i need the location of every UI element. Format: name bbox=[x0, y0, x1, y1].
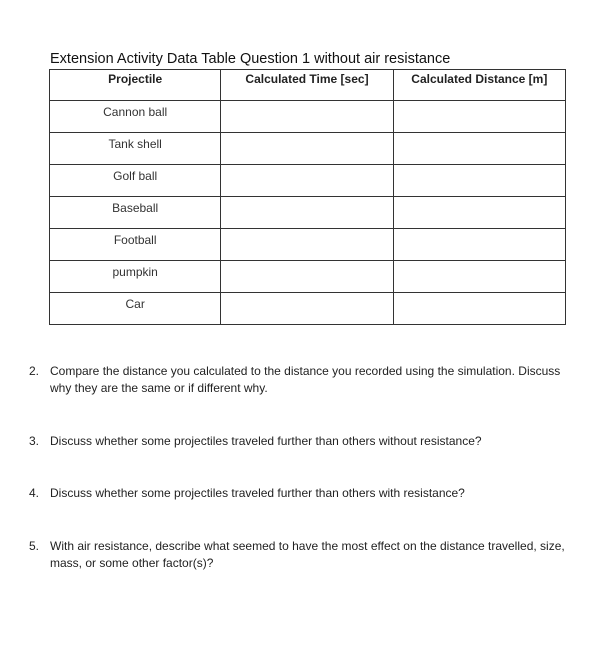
projectile-name-cell: Cannon ball bbox=[50, 101, 221, 133]
distance-cell[interactable] bbox=[393, 197, 565, 229]
table-row bbox=[50, 133, 566, 165]
question-number: 4. bbox=[29, 486, 40, 500]
time-cell[interactable] bbox=[221, 165, 393, 197]
table-row bbox=[50, 229, 566, 261]
question-text: Compare the distance you calculated to the distance you recorded using the simulation. Discuss why they are the same or if different why. bbox=[50, 364, 561, 395]
data-table bbox=[49, 69, 566, 325]
table-row bbox=[50, 101, 566, 133]
distance-cell[interactable] bbox=[393, 261, 565, 293]
table-header-row bbox=[50, 70, 566, 101]
projectile-name-cell: Tank shell bbox=[50, 133, 221, 165]
time-cell[interactable] bbox=[221, 133, 393, 165]
distance-cell[interactable] bbox=[393, 293, 565, 325]
distance-cell[interactable] bbox=[393, 165, 565, 197]
question-text: Discuss whether some projectiles traveled further than others with resistance? bbox=[50, 486, 465, 500]
header-calculated-distance: Calculated Distance [m] bbox=[393, 70, 565, 101]
header-calculated-time: Calculated Time [sec] bbox=[221, 70, 393, 101]
header-projectile: Projectile bbox=[50, 70, 221, 101]
distance-cell[interactable] bbox=[393, 101, 565, 133]
table-row bbox=[50, 261, 566, 293]
table-title: Extension Activity Data Table Question 1 without air resistance bbox=[50, 51, 451, 67]
question-text: With air resistance, describe what seemed to have the most effect on the distance travelled, size, mass, or some other factor(s)? bbox=[50, 539, 565, 570]
table-row bbox=[50, 165, 566, 197]
question-number: 5. bbox=[29, 539, 40, 553]
time-cell[interactable] bbox=[221, 101, 393, 133]
table-row bbox=[50, 197, 566, 229]
time-cell[interactable] bbox=[221, 229, 393, 261]
time-cell[interactable] bbox=[221, 197, 393, 229]
distance-cell[interactable] bbox=[393, 133, 565, 165]
projectile-name-cell: Golf ball bbox=[50, 165, 221, 197]
question-text: Discuss whether some projectiles traveled further than others without resistance? bbox=[50, 434, 482, 448]
time-cell[interactable] bbox=[221, 293, 393, 325]
projectile-name-cell: Football bbox=[50, 229, 221, 261]
time-cell[interactable] bbox=[221, 261, 393, 293]
projectile-name-cell: pumpkin bbox=[50, 261, 221, 293]
projectile-name-cell: Baseball bbox=[50, 197, 221, 229]
distance-cell[interactable] bbox=[393, 229, 565, 261]
table-row bbox=[50, 293, 566, 325]
question-number: 2. bbox=[29, 364, 40, 378]
question-number: 3. bbox=[29, 434, 40, 448]
projectile-name-cell: Car bbox=[50, 293, 221, 325]
